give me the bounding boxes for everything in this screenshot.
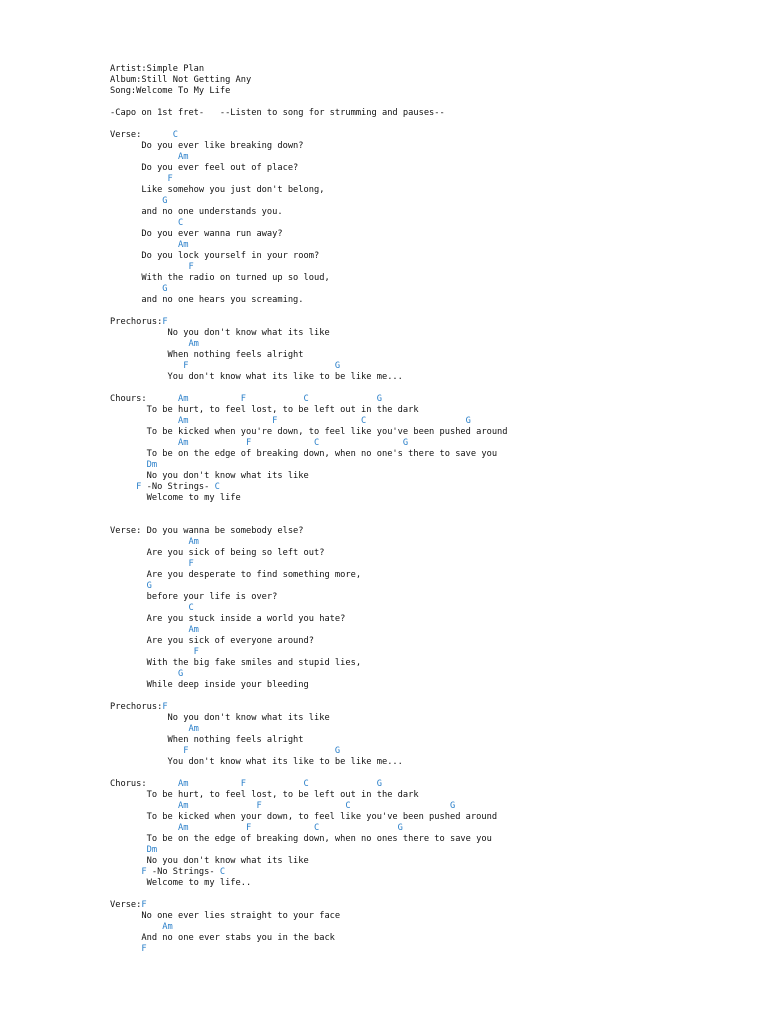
section-label: Prechorus:	[110, 317, 163, 327]
section-label-line	[110, 779, 508, 790]
lyric-line: While deep inside your bleeding	[110, 680, 309, 690]
section-label: Verse:	[110, 900, 142, 910]
lyric-line: When nothing feels alright	[110, 350, 304, 360]
lyric-line: Like somehow you just don't belong,	[110, 185, 325, 195]
lyric-line: And no one ever stabs you in the back	[110, 933, 335, 943]
lyric-line: Welcome to my life	[110, 493, 241, 503]
chord-line: Am F C G	[110, 823, 403, 833]
lyric-line: Welcome to my life..	[110, 878, 252, 888]
section-chords: F	[162, 702, 168, 712]
blank-line	[110, 306, 508, 317]
chord-line: G	[110, 284, 168, 294]
section-chords: C	[214, 482, 220, 492]
lyric-line: To be hurt, to feel lost, to be left out in the dark	[110, 405, 419, 415]
lyric-line: To be kicked when you're down, to feel like you've been pushed around	[110, 427, 508, 437]
lyric-line: and no one understands you.	[110, 207, 283, 217]
blank-line	[110, 504, 508, 515]
song-info-line: Artist:Simple Plan	[110, 64, 205, 74]
lyric-line: With the big fake smiles and stupid lies,	[110, 658, 362, 668]
lyric-line: To be kicked when your down, to feel like you've been pushed around	[110, 812, 498, 822]
blank-line	[110, 515, 508, 526]
chord-line: F	[110, 647, 199, 657]
chord-line: Am	[110, 724, 199, 734]
lyric-line: With the radio on turned up so loud,	[110, 273, 330, 283]
blank-line	[110, 383, 508, 394]
section-label: Prechorus:	[110, 702, 163, 712]
chord-line: Am	[110, 152, 189, 162]
lyric-line: To be on the edge of breaking down, when no ones there to save you	[110, 834, 492, 844]
chord-sheet	[110, 64, 508, 955]
section-chords: F	[162, 317, 168, 327]
lyric-line: Verse: Do you wanna be somebody else?	[110, 526, 304, 536]
section-label-line	[110, 130, 508, 141]
lyric-line: When nothing feels alright	[110, 735, 304, 745]
lyric-line: Do you lock yourself in your room?	[110, 251, 320, 261]
lyric-line: Are you sick of everyone around?	[110, 636, 314, 646]
chord-line: C	[110, 603, 194, 613]
lyric-line: You don't know what its like to be like me...	[110, 757, 403, 767]
section-label: F -No Strings-	[136, 482, 215, 492]
section-chords: C	[141, 130, 179, 140]
blank-line	[110, 691, 508, 702]
blank-line	[110, 768, 508, 779]
section-chords: C	[219, 867, 226, 877]
chord-line: F	[110, 944, 147, 954]
chord-line: Dm	[110, 845, 158, 855]
chord-line: Am F C G	[110, 438, 409, 448]
chord-line: Am	[110, 922, 173, 932]
song-info-line: Album:Still Not Getting Any	[110, 75, 252, 85]
chord-line: F G	[110, 746, 341, 756]
lyric-line: Do you ever feel out of place?	[110, 163, 299, 173]
section-label-line	[110, 394, 508, 405]
section-label: Chorus:	[110, 779, 147, 789]
lyric-line: No you don't know what its like	[110, 713, 330, 723]
chord-line: G	[110, 581, 152, 591]
section-chords: F	[141, 900, 147, 910]
lyric-line: To be hurt, to feel lost, to be left out in the dark	[110, 790, 419, 800]
chord-line: F	[110, 262, 194, 272]
chord-line: Am	[110, 339, 199, 349]
lyric-line: You don't know what its like to be like me...	[110, 372, 403, 382]
song-info-line: Song:Welcome To My Life	[110, 86, 231, 96]
lyric-line: Are you stuck inside a world you hate?	[110, 614, 346, 624]
chord-line: F	[110, 559, 194, 569]
chord-line: G	[110, 196, 168, 206]
section-label: Chours:	[110, 394, 147, 404]
chord-line: Am	[110, 240, 189, 250]
blank-line	[110, 889, 508, 900]
chord-line: Dm	[110, 460, 158, 470]
section-label-line	[110, 482, 508, 493]
chord-line: Am	[110, 625, 199, 635]
blank-line	[110, 97, 508, 108]
section-label: F -No Strings-	[141, 867, 220, 877]
lyric-line: Are you sick of being so left out?	[110, 548, 325, 558]
chord-line: G	[110, 669, 184, 679]
chord-line: Am F C G	[110, 416, 471, 426]
chord-symbol: F	[136, 482, 142, 492]
chord-line: C	[110, 218, 184, 228]
lyric-line: No you don't know what its like	[110, 856, 309, 866]
lyric-line: and no one hears you screaming.	[110, 295, 304, 305]
lyric-line: Do you ever wanna run away?	[110, 229, 283, 239]
lyric-line: No you don't know what its like	[110, 328, 330, 338]
chord-symbol: F	[141, 867, 147, 877]
section-chords: Am F C G	[146, 394, 382, 404]
section-chords: Am F C G	[146, 779, 382, 789]
section-label: Verse:	[110, 130, 142, 140]
lyric-line: -Capo on 1st fret- --Listen to song for strumming and pauses--	[110, 108, 445, 118]
blank-line	[110, 119, 508, 130]
lyric-line: To be on the edge of breaking down, when no one's there to save you	[110, 449, 498, 459]
chord-line: F	[110, 174, 173, 184]
section-label-line	[110, 900, 508, 911]
chord-line: F G	[110, 361, 341, 371]
lyric-line: No you don't know what its like	[110, 471, 309, 481]
section-label-line	[110, 867, 508, 878]
chord-line: Am	[110, 537, 199, 547]
lyric-line: No one ever lies straight to your face	[110, 911, 341, 921]
lyric-line: Do you ever like breaking down?	[110, 141, 304, 151]
section-label-line	[110, 702, 508, 713]
lyric-line: Are you desperate to find something more,	[110, 570, 362, 580]
lyric-line: before your life is over?	[110, 592, 278, 602]
section-label-line	[110, 317, 508, 328]
chord-line: Am F C G	[110, 801, 456, 811]
